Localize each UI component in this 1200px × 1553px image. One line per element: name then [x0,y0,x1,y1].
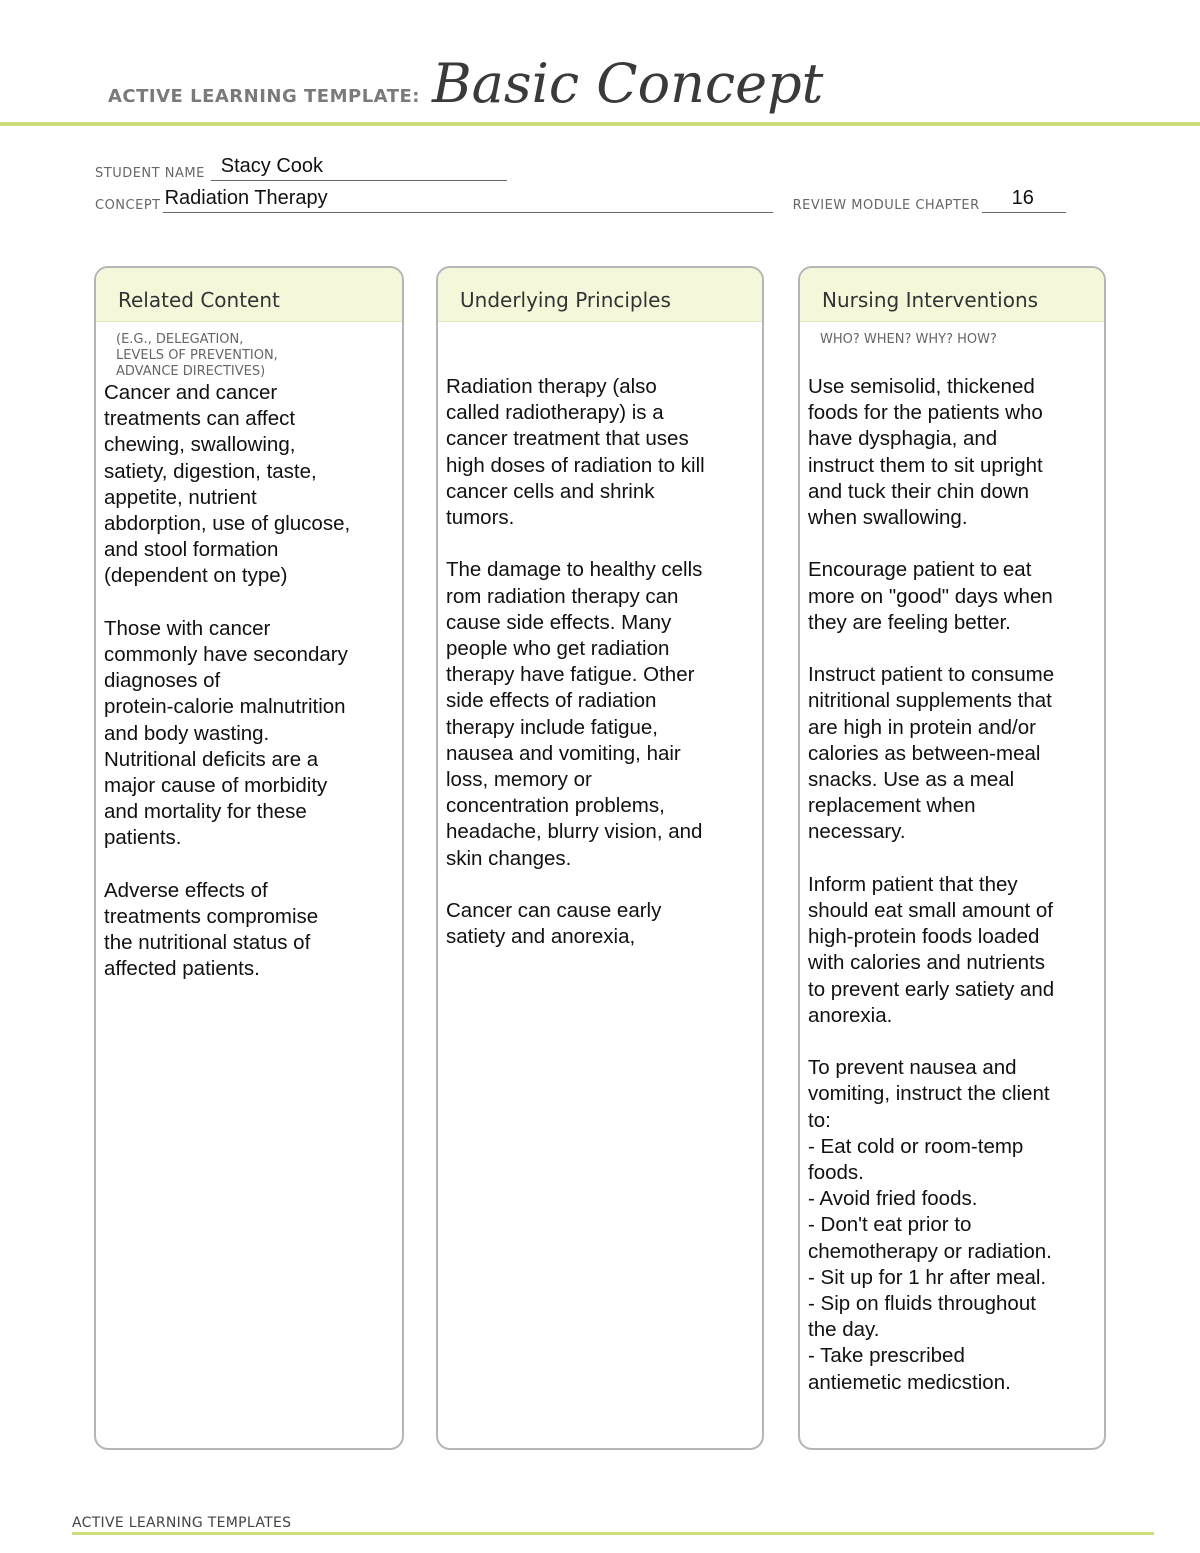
review-chapter-label: REVIEW MODULE CHAPTER [792,198,980,213]
related-content-title: Related Content [118,288,280,312]
related-paragraph: Cancer and cancer treatments can affect chewing, swallowing, satiety, digestion, taste, appetite, nutrient abdorption, use of glucose, and stool formation (dependent on type) [104,381,351,588]
related-paragraph: Those with cancer commonly have secondary diagnoses of protein-calorie malnutrition and body wasting. Nutritional deficits are a major cause of morbidity and mortality for these patients. [104,616,348,850]
template-header [108,52,823,122]
footer-divider [72,1532,1154,1535]
nursing-interventions-title: Nursing Interventions [822,288,1039,312]
concept-value: Radiation Therapy [164,187,328,209]
review-chapter-group [793,186,1066,213]
header-divider [0,122,1200,126]
principles-paragraph: The damage to healthy cells rom radiation therapy can cause side effects. Many people who get radiation therapy have fatigue. Other side effects of radiation therapy include fatigue, nausea and vomiting, hair loss, memory or concentration problems, headache, blurry vision, and skin changes. [446,558,703,870]
principles-paragraph: Radiation therapy (also called radiotherapy) is a cancer treatment that uses high doses of radiation to kill cancer cells and shrink tumors. [446,375,705,530]
underlying-principles-card [436,266,764,1450]
template-label: ACTIVE LEARNING TEMPLATE: [108,86,420,107]
underlying-principles-header [438,268,762,322]
concept-field[interactable] [163,186,773,213]
nursing-interventions-card [798,266,1106,1450]
related-paragraph: Adverse effects of treatments compromise the nutritional status of affected patients. [104,878,319,981]
principles-paragraph: Cancer can cause early satiety and anorexia, [446,899,662,949]
review-chapter-value: 16 [1011,187,1034,209]
related-content-body[interactable] [96,380,402,983]
interventions-paragraph: Use semisolid, thickened foods for the patients who have dysphagia, and instruct them to sit upright and tuck their chin down when swallowing. [808,375,1043,530]
underlying-principles-title: Underlying Principles [460,288,671,312]
student-name-field[interactable] [211,154,507,181]
student-name-label: STUDENT NAME [95,166,205,181]
interventions-paragraph: To prevent nausea and vomiting, instruct the client to: - Eat cold or room-temp foods. - Avoid fried foods. - Don't eat prior to chemotherapy or radiation. - Sit up for 1 hr after meal. - Sip on fluids throughout the day. - Take prescribed antiemetic medicstion. [808,1056,1052,1394]
concept-row [95,186,1066,213]
related-content-subtitle: (E.G., DELEGATION, LEVELS OF PREVENTION, ADVANCE DIRECTIVES) [116,332,278,379]
page-title: Basic Concept [432,52,824,115]
review-chapter-field[interactable] [982,186,1066,213]
interventions-paragraph: Encourage patient to eat more on "good" days when they are feeling better. [808,558,1053,634]
student-name-value: Stacy Cook [220,155,324,177]
nursing-interventions-subtitle: WHO? WHEN? WHY? HOW? [820,332,997,347]
nursing-interventions-body[interactable] [800,374,1104,1396]
underlying-principles-body[interactable] [438,374,762,950]
concept-label: CONCEPT [95,198,161,213]
underlying-principles-subtitle [438,322,762,374]
related-content-header [96,268,402,322]
interventions-paragraph: Instruct patient to consume nitritional supplements that are high in protein and/or calories as between-meal snacks. Use as a meal replacement when necessary. [808,663,1055,844]
footer-label: ACTIVE LEARNING TEMPLATES [72,1515,292,1531]
interventions-paragraph: Inform patient that they should eat small amount of high-protein foods loaded with calories and nutrients to prevent early satiety and anorexia. [808,872,1055,1027]
nursing-interventions-header [800,268,1104,322]
related-content-card [94,266,404,1450]
student-name-row [95,154,507,181]
